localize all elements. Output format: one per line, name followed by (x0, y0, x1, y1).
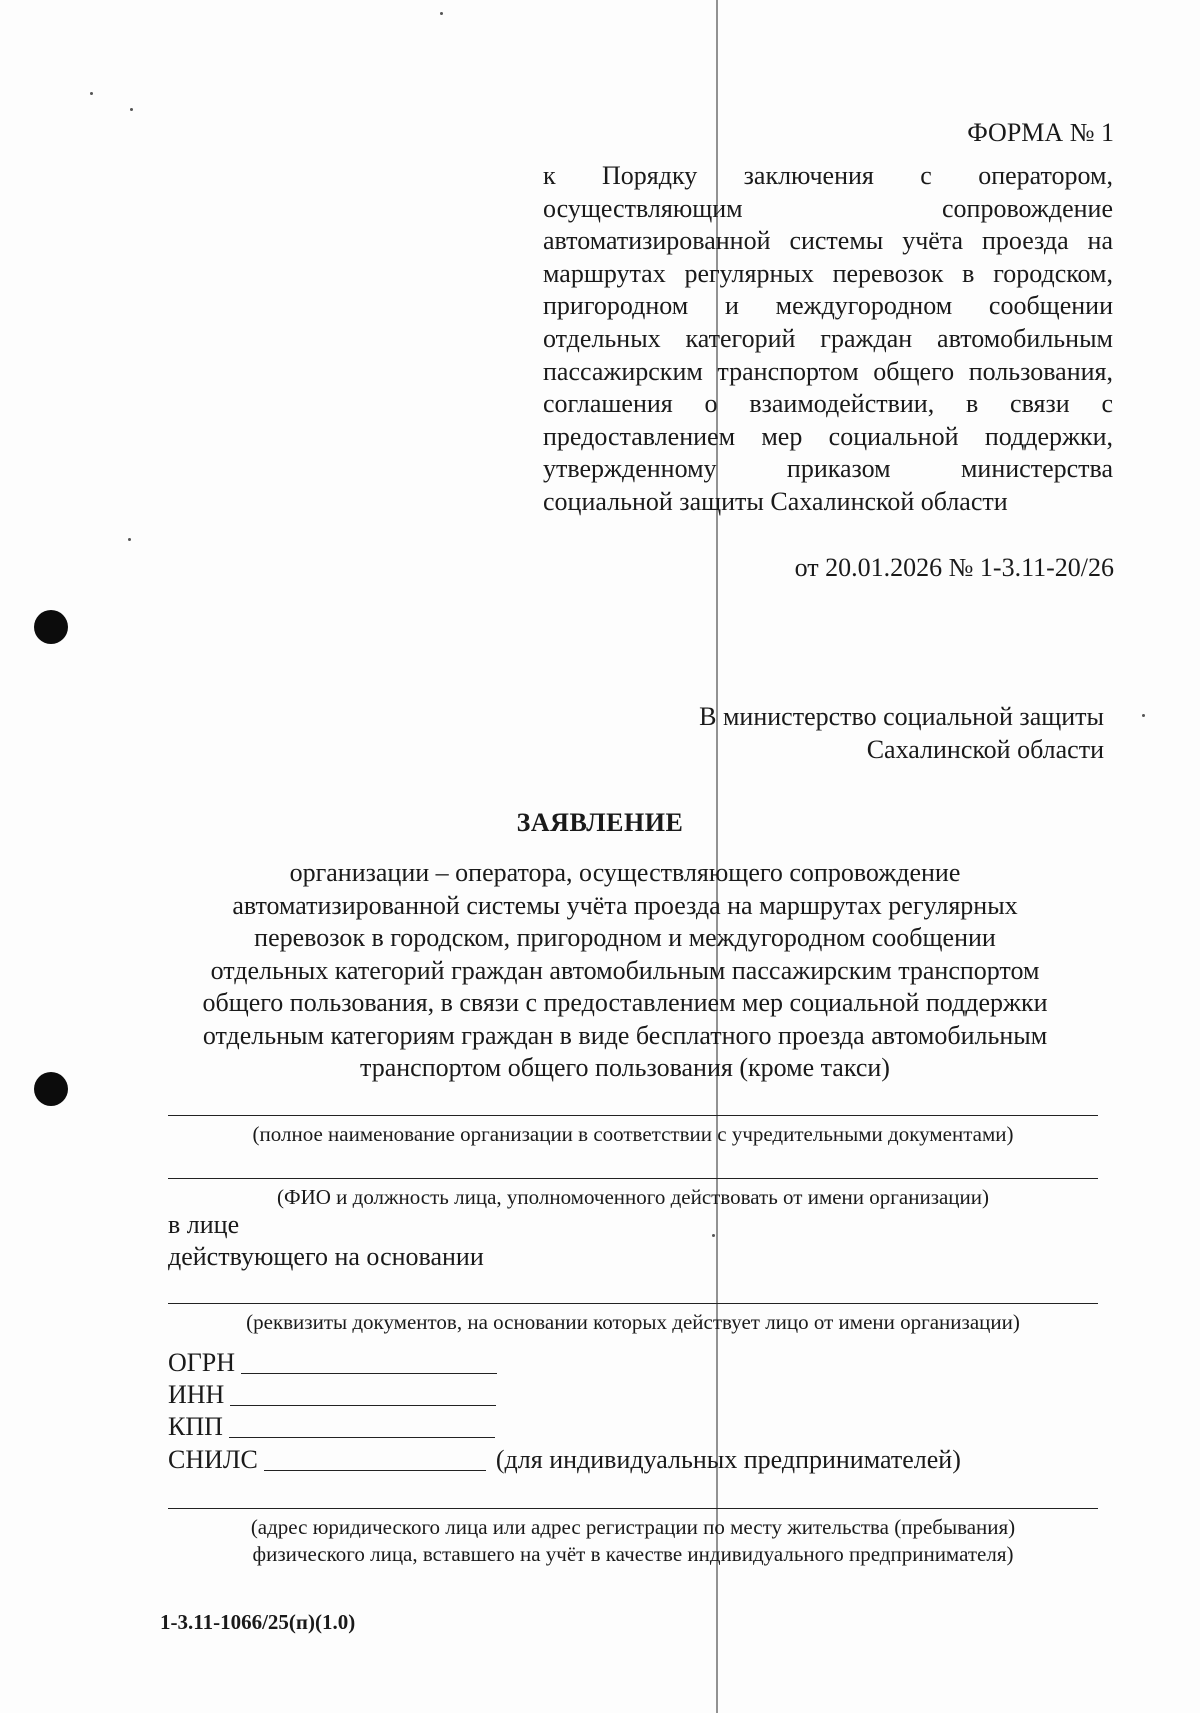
punch-hole-top (34, 610, 68, 644)
subtitle-line: перевозок в городском, пригородном и междугородном сообщении (254, 923, 996, 952)
document-code: 1-3.11-1066/25(п)(1.0) (160, 1610, 356, 1634)
scan-speck (130, 108, 133, 111)
snils-field[interactable] (264, 1444, 486, 1471)
address-field[interactable] (168, 1508, 1098, 1509)
authorized-person-field[interactable] (168, 1178, 1098, 1179)
scan-speck (90, 92, 93, 95)
addressee-line-2: Сахалинской области (866, 735, 1104, 764)
basis-documents-caption: (реквизиты документов, на основании которых действует лицо от имени организации) (246, 1310, 1020, 1334)
snils-label: СНИЛС (168, 1445, 258, 1474)
document-subtitle (160, 857, 1090, 1085)
scan-speck (440, 12, 443, 15)
subtitle-line: автоматизированной системы учёта проезда на маршрутах регулярных (232, 890, 1018, 920)
kpp-field[interactable] (229, 1411, 495, 1438)
appendix-reference: к Порядку заключения с оператором, осуществляющим сопровождение автоматизированной системы учёта проезда на маршрутах регулярных перевозок в городском, пригородном и междугородном сообщении отдельных категорий граждан автомобильным пассажирским транспортом общего пользования, соглашения о взаимодействии, в связи с предоставлением мер социальной поддержки, утвержденному приказом министерства социальной защиты Сахалинской области (543, 161, 1113, 516)
org-name-caption: (полное наименование организации в соответствии с учредительными документами) (252, 1122, 1014, 1146)
inn-row (168, 1378, 496, 1410)
document-title: ЗАЯВЛЕНИЕ (516, 808, 684, 837)
form-number: ФОРМА № 1 (967, 118, 1114, 147)
org-name-field[interactable] (168, 1115, 1098, 1116)
subtitle-line: отдельных категорий граждан автомобильным пассажирским транспортом (210, 955, 1040, 985)
address-caption-line-1: (адрес юридического лица или адрес регистрации по месту жительства (пребывания) (250, 1515, 1016, 1539)
address-caption (168, 1514, 1098, 1568)
acting-basis-label: действующего на основании (168, 1242, 484, 1271)
inn-label: ИНН (168, 1380, 225, 1409)
scan-speck (1142, 714, 1145, 717)
punch-hole-bottom (34, 1072, 68, 1106)
authorized-person-caption: (ФИО и должность лица, уполномоченного действовать от имени организации) (276, 1185, 990, 1209)
kpp-row (168, 1410, 495, 1442)
appendix-date: от 20.01.2026 № 1-3.11-20/26 (794, 553, 1114, 582)
snils-note: (для индивидуальных предпринимателей) (495, 1445, 961, 1474)
snils-row (168, 1443, 961, 1475)
kpp-label: КПП (168, 1412, 223, 1441)
ogrn-label: ОГРН (168, 1348, 236, 1377)
in-person-label: в лице (168, 1210, 240, 1239)
scan-speck (128, 538, 131, 541)
address-caption-line-2: физического лица, вставшего на учёт в качестве индивидуального предпринимателя) (252, 1542, 1014, 1566)
scan-speck (712, 1234, 715, 1237)
inn-field[interactable] (230, 1379, 496, 1406)
addressee-line-1: В министерство социальной защиты (699, 702, 1104, 731)
ogrn-field[interactable] (241, 1347, 497, 1374)
subtitle-line: организации – оператора, осуществляющего сопровождение (289, 858, 961, 887)
ogrn-row (168, 1346, 497, 1378)
basis-documents-field[interactable] (168, 1303, 1098, 1304)
subtitle-line: транспортом общего пользования (кроме такси) (360, 1053, 890, 1082)
subtitle-line: отдельным категориям граждан в виде бесплатного проезда автомобильным (202, 1020, 1048, 1050)
addressee-block (699, 700, 1104, 766)
subtitle-line: общего пользования, в связи с предоставлением мер социальной поддержки (202, 988, 1048, 1017)
